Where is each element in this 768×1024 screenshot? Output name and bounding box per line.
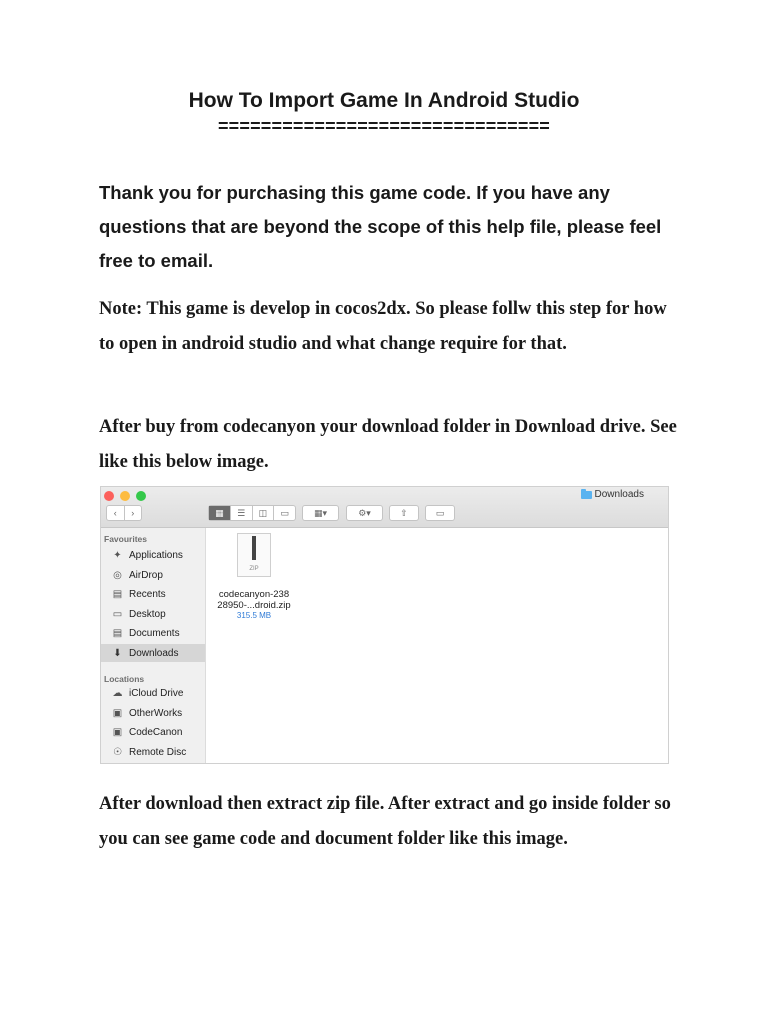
window-title-text: Downloads [594, 489, 644, 500]
back-forward-buttons [106, 505, 142, 521]
finder-titlebar [101, 487, 668, 528]
sidebar-item-label: CodeCanon [129, 726, 183, 738]
sidebar-item-icloud-drive[interactable] [101, 684, 205, 702]
gear-icon: ⚙▾ [358, 507, 371, 518]
downloads-icon: ⬇ [113, 647, 122, 659]
share-button[interactable] [389, 505, 419, 521]
sidebar-item-label: Applications [129, 549, 183, 561]
applications-icon: ✦ [113, 549, 122, 561]
list-view-button[interactable]: ☰ [231, 506, 253, 520]
sidebar-item-label: Remote Disc [129, 746, 187, 758]
intro-paragraph: Thank you for purchasing this game code. If you have any questions that are beyond the scope of this help file, please feel free to email. [99, 182, 662, 271]
finder-sidebar [101, 528, 206, 763]
desktop-icon: ▭ [112, 608, 123, 620]
back-button[interactable]: ‹ [107, 506, 125, 520]
sidebar-item-recents[interactable] [101, 585, 205, 603]
icon-view-button[interactable]: ▦ [209, 506, 231, 520]
sidebar-item-applications[interactable] [101, 546, 205, 564]
documents-icon: ▤ [112, 627, 123, 639]
tag-icon: ▭ [435, 507, 445, 518]
gallery-view-button[interactable]: ▭ [280, 508, 289, 518]
zip-stripe [252, 536, 256, 560]
sidebar-item-otherworks[interactable] [101, 704, 205, 722]
group-button[interactable] [302, 505, 339, 521]
finder-screenshot [100, 486, 669, 764]
sidebar-item-remote-disc[interactable] [101, 743, 205, 761]
airdrop-icon: ◎ [113, 569, 122, 581]
sidebar-item-label: Downloads [129, 647, 179, 659]
window-title [581, 489, 644, 500]
file-name-line2: 28950-...droid.zip [217, 600, 291, 611]
cloud-icon: ☁ [112, 687, 123, 699]
after-download-paragraph: After download then extract zip file. After extract and go inside folder so you can see game code and document folder like this image. [99, 794, 671, 849]
page-title: How To Import Game In Android Studio [188, 89, 580, 112]
zip-icon-label: ZIP [249, 566, 259, 572]
view-mode-segment [208, 505, 296, 521]
folder-icon [581, 491, 592, 499]
recents-icon: ▤ [112, 588, 123, 600]
locations-heading: Locations [104, 674, 145, 684]
drive-icon: ▣ [112, 707, 123, 719]
share-icon: ⇧ [400, 507, 408, 518]
sidebar-item-label: Recents [129, 588, 166, 600]
file-size: 315.5 MB [236, 611, 272, 620]
sidebar-item-label: OtherWorks [129, 707, 183, 719]
note-paragraph: Note: This game is develop in cocos2dx. So please follw this step for how to open in android studio and what change require for that. [99, 299, 667, 354]
zip-file-icon [237, 533, 271, 577]
drive-icon: ▣ [112, 726, 123, 738]
after-buy-paragraph: After buy from codecanyon your download folder in Download drive. See like this below image. [99, 417, 677, 472]
zoom-window-button[interactable] [136, 491, 146, 501]
sidebar-item-airdrop[interactable] [101, 566, 205, 584]
minimize-window-button[interactable] [120, 491, 130, 501]
column-view-button[interactable]: ◫ [253, 506, 275, 520]
zip-file-item[interactable] [209, 533, 299, 621]
forward-button[interactable]: › [131, 508, 135, 518]
sidebar-item-label: Desktop [129, 608, 166, 620]
file-name-line1: codecanyon-238 [218, 589, 290, 600]
sidebar-item-label: iCloud Drive [129, 687, 184, 699]
group-icon: ▦▾ [313, 507, 328, 518]
title-underline: =============================== [217, 116, 551, 136]
sidebar-item-label: AirDrop [129, 569, 163, 581]
favourites-heading: Favourites [104, 534, 147, 544]
tags-button[interactable] [425, 505, 455, 521]
sidebar-item-downloads[interactable] [101, 644, 205, 662]
sidebar-item-documents[interactable] [101, 624, 205, 642]
disc-icon: ☉ [113, 746, 122, 758]
action-button[interactable] [346, 505, 383, 521]
sidebar-item-codecanon[interactable] [101, 723, 205, 741]
sidebar-item-label: Documents [129, 627, 180, 639]
close-window-button[interactable] [104, 491, 114, 501]
sidebar-item-desktop[interactable] [101, 605, 205, 623]
